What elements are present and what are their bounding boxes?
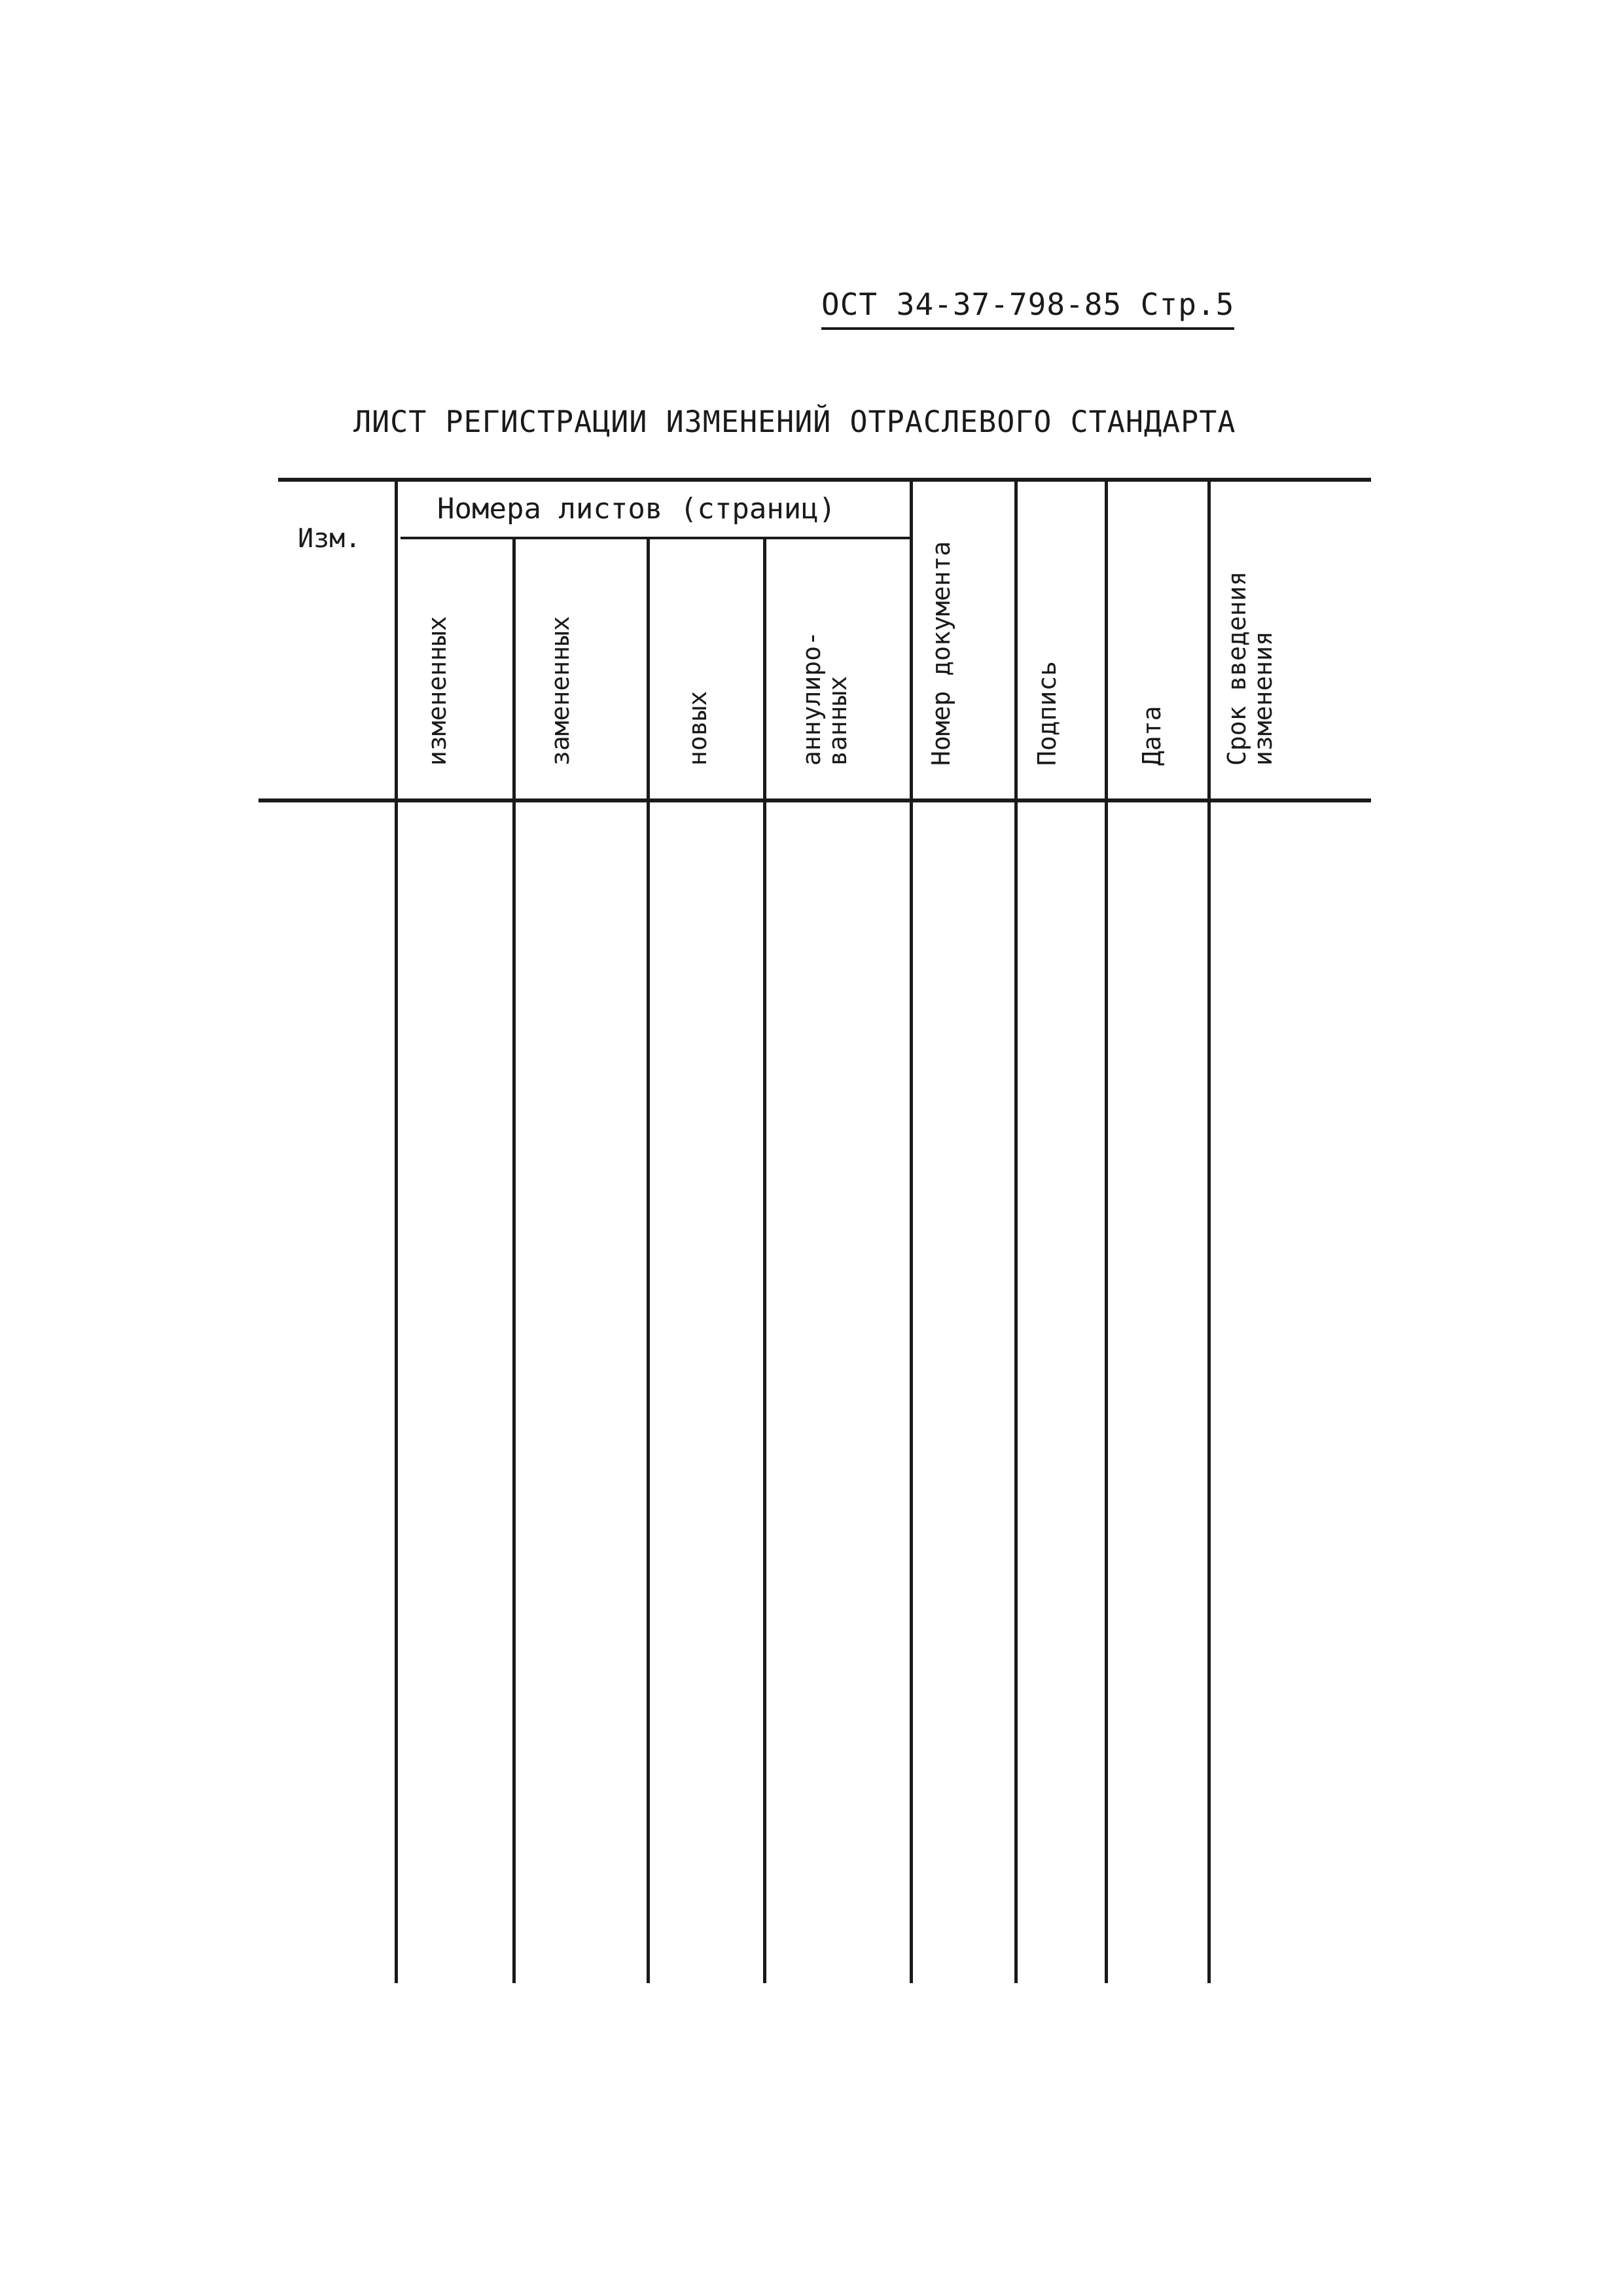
column-divider-4 [763, 538, 766, 1983]
column-header-change: Изм. [298, 524, 361, 554]
column-divider-3 [647, 538, 650, 1983]
group-header-divider [401, 537, 912, 539]
column-header-signature: Подпись [1033, 660, 1061, 766]
document-code: ОСТ 34-37-798-85 Стр.5 [821, 287, 1234, 330]
subheader-changed: измененных [423, 616, 452, 766]
column-divider-2 [512, 538, 516, 1983]
column-header-effective-date: Срок введения изменения [1222, 571, 1277, 766]
table-header-bottom-border [259, 798, 1371, 802]
column-divider-1 [395, 478, 398, 1983]
subheader-replaced: замененных [546, 616, 575, 766]
column-divider-7 [1105, 478, 1108, 1983]
column-header-doc-number: Номер документа [927, 541, 955, 766]
column-divider-8 [1207, 478, 1211, 1983]
page-title: ЛИСТ РЕГИСТРАЦИИ ИЗМЕНЕНИЙ ОТРАСЛЕВОГО СТАНДАРТА [353, 404, 1236, 439]
subheader-new: новых [683, 691, 712, 766]
column-divider-6 [1014, 478, 1018, 1983]
subheader-cancelled: аннулиро- ванных [797, 631, 852, 766]
column-header-date: Дата [1137, 706, 1166, 766]
column-divider-5 [910, 478, 913, 1983]
column-header-sheet-numbers: Номера листов (страниц) [437, 492, 836, 526]
